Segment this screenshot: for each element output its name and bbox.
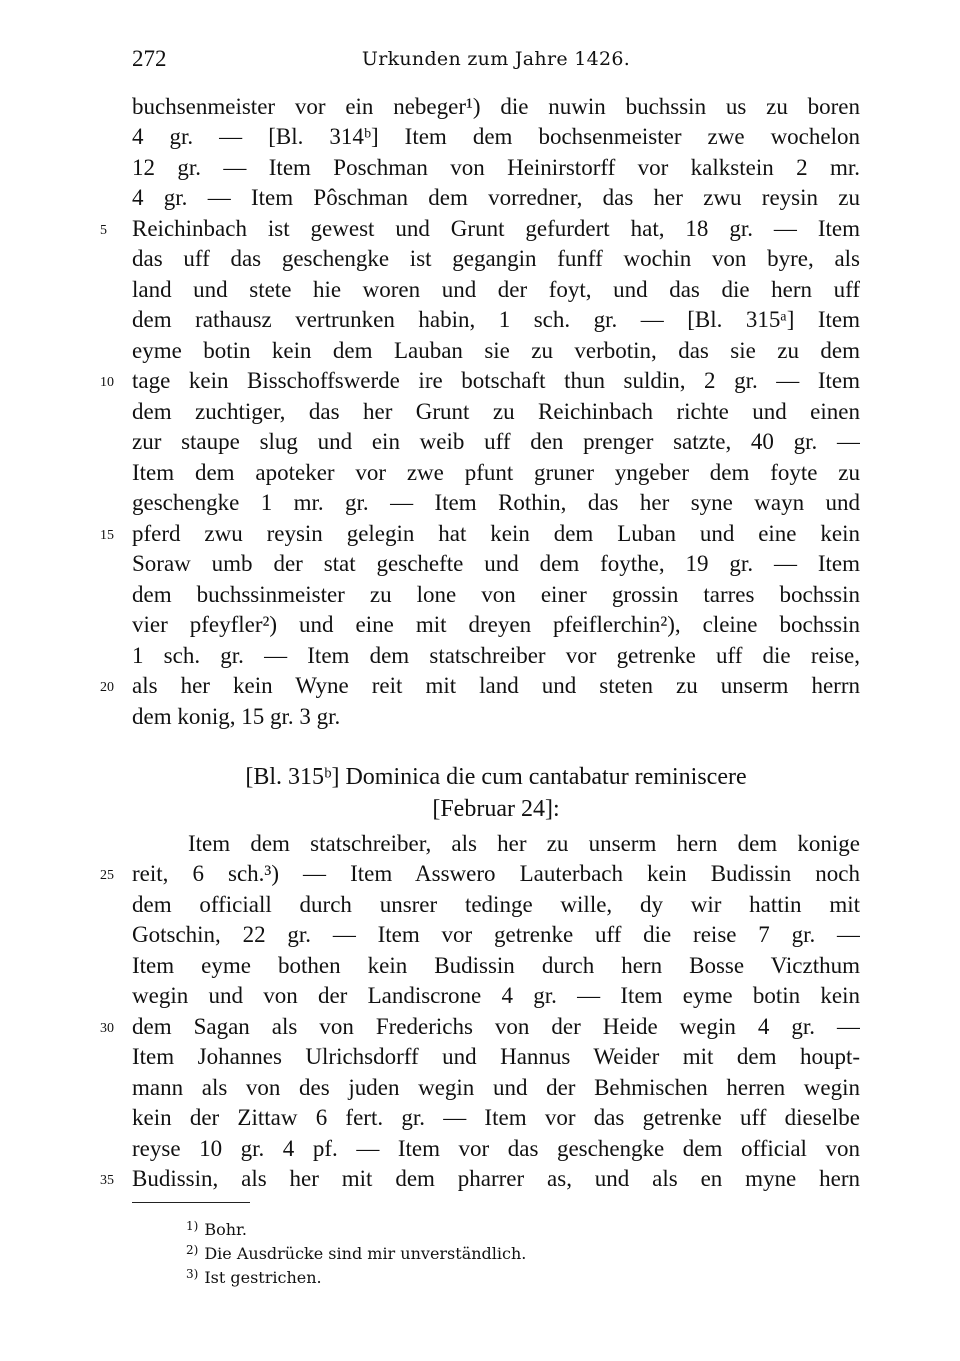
running-title: Urkunden zum Jahre 1426.	[361, 48, 631, 70]
text-line: reit, 6 sch.³) — Item Asswero Lauterbach kein Budissin noch	[132, 861, 860, 886]
footnote-marker: 3)	[186, 1267, 199, 1281]
text-line: reyse 10 gr. 4 pf. — Item vor das geschengke dem official von	[132, 1136, 860, 1161]
text-line: dem rathausz vertrunken habin, 1 sch. gr. — [Bl. 315ᵃ] Item	[132, 307, 860, 332]
text-line: vier pfeyfler²) und eine mit dreyen pfeiflerchin²), cleine bochssin	[132, 612, 860, 637]
text-line: Item dem statschreiber, als her zu unserm hern dem konige	[188, 831, 860, 856]
line-number: 25	[100, 868, 114, 883]
footnote-text: Die Ausdrücke sind mir unverständlich.	[204, 1244, 527, 1263]
text-line: als her kein Wyne reit mit land und steten zu unserm herrn	[132, 673, 860, 698]
line-number: 30	[100, 1021, 114, 1036]
text-line: geschengke 1 mr. gr. — Item Rothin, das her syne wayn und	[132, 490, 860, 515]
text-line: land und stete hie woren und der foyt, und das die hern uff	[132, 277, 860, 302]
text-line: pferd zwu reysin gelegin hat kein dem Luban und eine kein	[132, 521, 860, 546]
text-line: mann als von des juden wegin und der Behmischen herren wegin	[132, 1075, 860, 1100]
footnote	[186, 1214, 247, 1238]
footnote-marker: 2)	[186, 1243, 199, 1257]
line-number: 35	[100, 1173, 114, 1188]
text-line: 4 gr. — Item Pôschman dem vorredner, das her zwu reysin zu	[132, 185, 860, 210]
text-line: buchsenmeister vor ein nebeger¹) die nuwin buchssin us zu boren	[132, 94, 860, 119]
text-line: 12 gr. — Item Poschman von Heinirstorff vor kalkstein 2 mr.	[132, 155, 860, 180]
text-line: Soraw umb der stat geschefte und dem foythe, 19 gr. — Item	[132, 551, 860, 576]
line-number: 5	[100, 223, 107, 238]
text-line: Item Johannes Ulrichsdorff und Hannus Weider mit dem houpt-	[132, 1044, 860, 1069]
text-line: 4 gr. — [Bl. 314ᵇ] Item dem bochsenmeister zwe wochelon	[132, 124, 860, 149]
footnote-text: Ist gestrichen.	[204, 1268, 322, 1287]
footnote-text: Bohr.	[204, 1220, 247, 1239]
section-heading: [Bl. 315ᵇ] Dominica die cum cantabatur reminiscere	[245, 764, 747, 790]
line-number: 20	[100, 680, 114, 695]
text-line: dem buchssinmeister zu lone von einer grossin tarres bochssin	[132, 582, 860, 607]
footnote-divider	[132, 1202, 250, 1203]
footnote	[186, 1262, 322, 1286]
text-line: 1 sch. gr. — Item dem statschreiber vor getrenke uff die reise,	[132, 643, 860, 668]
text-line: eyme botin kein dem Lauban sie zu verbotin, das sie zu dem	[132, 338, 860, 363]
text-line: Item dem apoteker vor zwe pfunt gruner yngeber dem foyte zu	[132, 460, 860, 485]
text-line: Gotschin, 22 gr. — Item vor getrenke uff die reise 7 gr. —	[132, 922, 860, 947]
text-line: tage kein Bisschoffswerde ire botschaft thun suldin, 2 gr. — Item	[132, 368, 860, 393]
text-line: dem zuchtiger, das her Grunt zu Reichinbach richte und einen	[132, 399, 860, 424]
text-line: kein der Zittaw 6 fert. gr. — Item vor das getrenke uff dieselbe	[132, 1105, 860, 1130]
page-header	[132, 44, 860, 80]
text-line: Reichinbach ist gewest und Grunt gefurdert hat, 18 gr. — Item	[132, 216, 860, 241]
text-line: Item eyme bothen kein Budissin durch hern Bosse Viczthum	[132, 953, 860, 978]
text-line: das uff das geschengke ist gegangin funff wochin von byre, als	[132, 246, 860, 271]
text-line: zur staupe slug und ein weib uff den prenger satzte, 40 gr. —	[132, 429, 860, 454]
line-number: 15	[100, 528, 114, 543]
text-line: wegin und von der Landiscrone 4 gr. — Item eyme botin kein	[132, 983, 860, 1008]
footnote-marker: 1)	[186, 1219, 199, 1233]
line-number: 10	[100, 375, 114, 390]
footnote	[186, 1238, 526, 1262]
text-line: dem officiall durch unsrer tedinge wille, dy wir hattin mit	[132, 892, 860, 917]
text-line: dem konig, 15 gr. 3 gr.	[132, 704, 341, 729]
page-number: 272	[132, 46, 167, 71]
section-heading-date: [Februar 24]:	[432, 796, 560, 822]
text-line: dem Sagan als von Frederichs von der Heide wegin 4 gr. —	[132, 1014, 860, 1039]
text-line: Budissin, als her mit dem pharrer as, und als en myne hern	[132, 1166, 860, 1191]
